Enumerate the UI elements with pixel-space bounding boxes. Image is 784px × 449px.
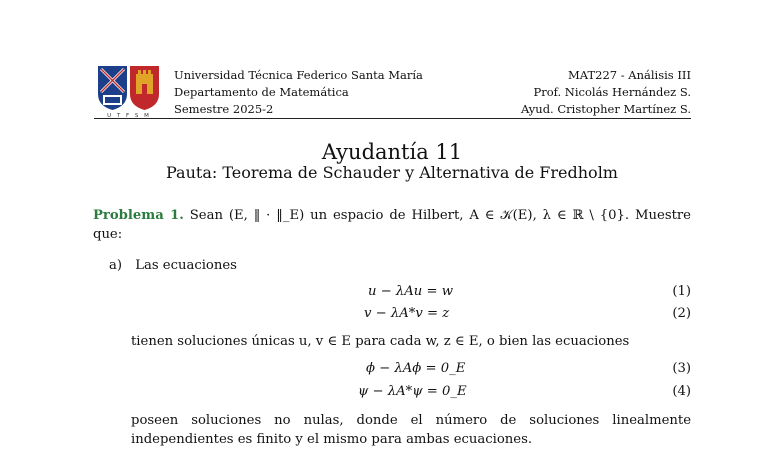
header-institution-block bbox=[174, 67, 423, 118]
item-a-closing-text: poseen soluciones no nulas, donde el número de soluciones linealmente independientes es finito y el mismo para ambas ecuaciones. bbox=[131, 413, 691, 447]
problem-label: Problema 1. bbox=[93, 208, 184, 223]
equation-2-number: (2) bbox=[672, 306, 691, 321]
item-intro-text: Las ecuaciones bbox=[135, 258, 237, 273]
problem-statement bbox=[93, 206, 691, 244]
header-divider bbox=[94, 118, 691, 119]
item-marker: a) bbox=[109, 258, 123, 273]
equation-3-number: (3) bbox=[672, 361, 691, 376]
equation-2: v − λA*v = z bbox=[364, 306, 450, 321]
course-code: MAT227 - Análisis III bbox=[568, 68, 691, 82]
document-title: Ayudantía 11 bbox=[321, 140, 463, 164]
equation-1-number: (1) bbox=[672, 284, 691, 299]
equation-1: u − λAu = w bbox=[368, 284, 454, 299]
item-a-middle-text: tienen soluciones únicas u, v ∈ E para cada w, z ∈ E, o bien las ecuaciones bbox=[131, 334, 630, 349]
equation-4: ψ − λA*ψ = 0_E bbox=[358, 384, 467, 399]
university-name: Universidad Técnica Federico Santa María bbox=[174, 68, 423, 82]
svg-text:U T F S M: U T F S M bbox=[107, 113, 151, 118]
item-a-intro bbox=[109, 256, 237, 275]
problem-text: Sean (E, ‖ · ‖_E) un espacio de Hilbert, A ∈ 𝒦(E), λ ∈ ℝ \ {0}. Muestre que: bbox=[93, 208, 691, 242]
equation-3: ϕ − λAϕ = 0_E bbox=[366, 361, 466, 376]
assistant-name: Ayud. Cristopher Martínez S. bbox=[520, 102, 691, 116]
university-crest-logo bbox=[96, 64, 162, 118]
semester: Semestre 2025-2 bbox=[174, 102, 274, 116]
document-subtitle: Pauta: Teorema de Schauder y Alternativa de Fredholm bbox=[166, 163, 618, 182]
professor-name: Prof. Nicolás Hernández S. bbox=[533, 85, 691, 99]
equation-4-number: (4) bbox=[672, 384, 691, 399]
department-name: Departamento de Matemática bbox=[174, 85, 349, 99]
header-course-block bbox=[521, 67, 691, 118]
